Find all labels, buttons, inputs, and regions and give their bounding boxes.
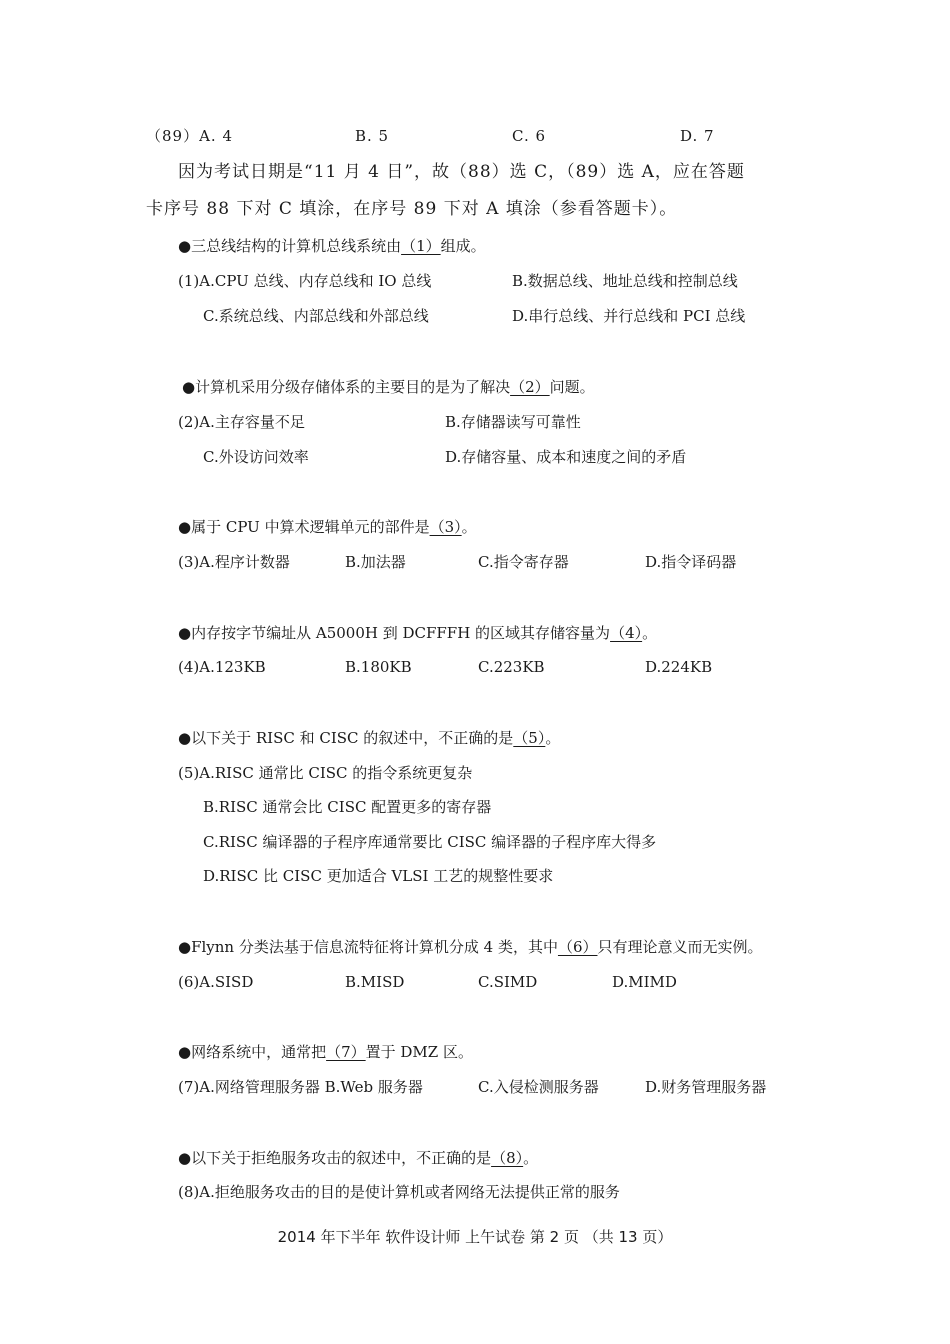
option-89-d: D. 7 — [680, 127, 715, 145]
option-2-c: C.外设访问效率 — [203, 448, 309, 466]
option-5-b: B.RISC 通常会比 CISC 配置更多的寄存器 — [203, 798, 492, 816]
question-text-end: 只有理论意义而无实例。 — [597, 938, 763, 956]
option-3-b: B.加法器 — [345, 553, 406, 571]
question-text: ●Flynn 分类法基于信息流特征将计算机分成 4 类，其中 — [178, 938, 558, 956]
answer-blank: （8） — [491, 1149, 524, 1167]
question-text-end: 。 — [545, 729, 561, 747]
answer-blank: （2） — [510, 378, 550, 396]
intro-paragraph-line-2: 卡序号 88 下对 C 填涂，在序号 89 下对 A 填涂（参看答题卡）。 — [146, 199, 678, 219]
question-text-end: 。 — [523, 1149, 539, 1167]
option-5-c: C.RISC 编译器的子程序库通常要比 CISC 编译器的子程序库大得多 — [203, 833, 657, 851]
option-4-b: B.180KB — [345, 658, 412, 676]
option-7-d: D.财务管理服务器 — [645, 1078, 767, 1096]
question-6 — [178, 937, 763, 957]
option-2-a: (2)A.主存容量不足 — [178, 413, 305, 431]
question-text-end: 。 — [642, 624, 658, 642]
answer-blank: （6） — [557, 938, 598, 956]
question-4 — [178, 623, 657, 643]
answer-blank: （3） — [429, 518, 462, 536]
question-text-end: 置于 DMZ 区。 — [365, 1043, 473, 1061]
answer-blank: （5） — [513, 729, 546, 747]
question-text: ●计算机采用分级存储体系的主要目的是为了解决 — [182, 378, 511, 396]
page-footer: 2014 年下半年 软件设计师 上午试卷 第 2 页 （共 13 页） — [277, 1228, 673, 1246]
option-1-d: D.串行总线、并行总线和 PCI 总线 — [512, 307, 746, 325]
answer-blank: （4） — [610, 624, 643, 642]
question-text: ●网络系统中，通常把 — [178, 1043, 327, 1061]
option-2-b: B.存储器读写可靠性 — [445, 413, 581, 431]
option-7-ab: (7)A.网络管理服务器 B.Web 服务器 — [178, 1078, 423, 1096]
question-5 — [178, 728, 560, 748]
option-3-d: D.指令译码器 — [645, 553, 737, 571]
option-4-a: (4)A.123KB — [178, 658, 266, 676]
option-4-c: C.223KB — [478, 658, 545, 676]
intro-paragraph-line-1: 因为考试日期是“11 月 4 日”，故（88）选 C，（89）选 A，应在答题 — [178, 162, 745, 182]
option-89-b: B. 5 — [355, 127, 390, 145]
question-text: ●属于 CPU 中算术逻辑单元的部件是 — [178, 518, 430, 536]
answer-blank: （1） — [401, 237, 441, 255]
option-8-a: (8)A.拒绝服务攻击的目的是使计算机或者网络无法提供正常的服务 — [178, 1183, 620, 1201]
question-1 — [178, 236, 486, 256]
option-5-d: D.RISC 比 CISC 更加适合 VLSI 工艺的规整性要求 — [203, 867, 554, 885]
option-89-c: C. 6 — [512, 127, 547, 145]
option-6-a: (6)A.SISD — [178, 973, 254, 991]
question-3 — [178, 517, 477, 537]
option-1-c: C.系统总线、内部总线和外部总线 — [203, 307, 429, 325]
question-text-end: 组成。 — [440, 237, 486, 255]
option-5-a: (5)A.RISC 通常比 CISC 的指令系统更复杂 — [178, 764, 473, 782]
option-1-a: (1)A.CPU 总线、内存总线和 IO 总线 — [178, 272, 432, 290]
option-1-b: B.数据总线、地址总线和控制总线 — [512, 272, 738, 290]
option-89-a: （89）A. 4 — [146, 127, 233, 145]
question-text: ●以下关于 RISC 和 CISC 的叙述中，不正确的是 — [178, 729, 514, 747]
question-7 — [178, 1042, 473, 1062]
question-text: ●以下关于拒绝服务攻击的叙述中，不正确的是 — [178, 1149, 492, 1167]
option-6-c: C.SIMD — [478, 973, 538, 991]
question-text-end: 问题。 — [549, 378, 595, 396]
answer-blank: （7） — [326, 1043, 366, 1061]
option-4-d: D.224KB — [645, 658, 713, 676]
option-6-d: D.MIMD — [612, 973, 677, 991]
option-3-c: C.指令寄存器 — [478, 553, 569, 571]
question-text-end: 。 — [461, 518, 477, 536]
option-7-c: C.入侵检测服务器 — [478, 1078, 599, 1096]
question-text: ●三总线结构的计算机总线系统由 — [178, 237, 402, 255]
question-2 — [182, 377, 595, 397]
question-8 — [178, 1148, 538, 1168]
option-2-d: D.存储容量、成本和速度之间的矛盾 — [445, 448, 687, 466]
option-6-b: B.MISD — [345, 973, 405, 991]
question-text: ●内存按字节编址从 A5000H 到 DCFFFH 的区域其存储容量为 — [178, 624, 611, 642]
option-3-a: (3)A.程序计数器 — [178, 553, 290, 571]
